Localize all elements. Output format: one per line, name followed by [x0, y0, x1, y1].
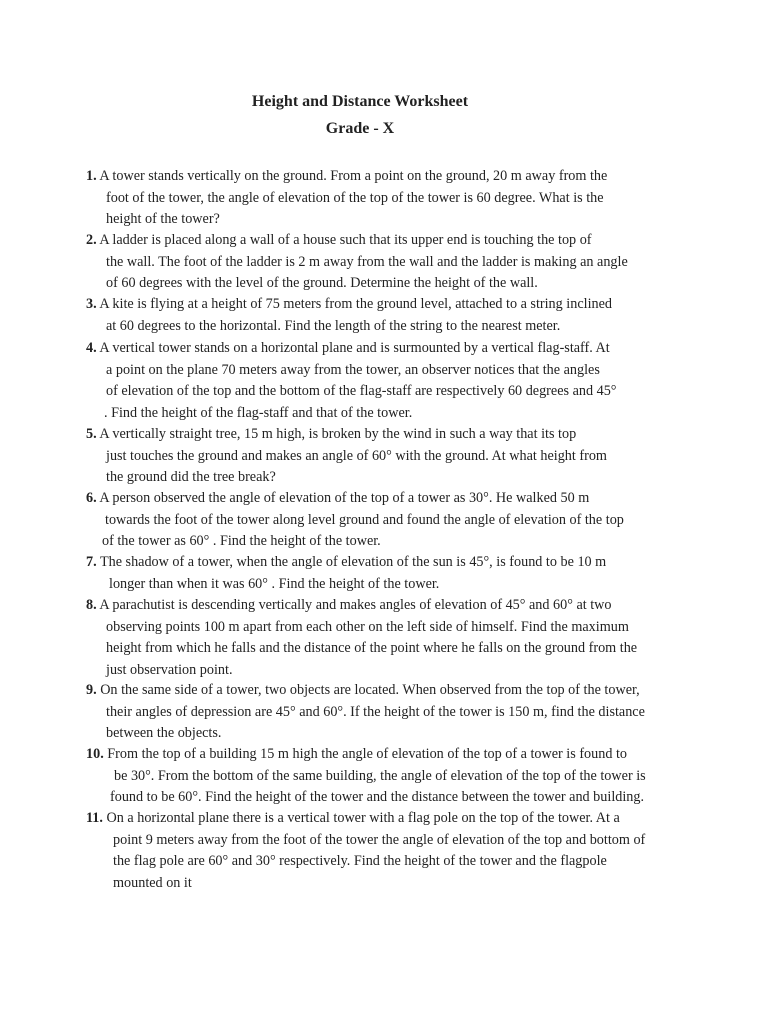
question-number: 10.: [86, 746, 104, 762]
question-line: the flag pole are 60° and 30° respectively. Find the height of the tower and the flagpole: [113, 853, 607, 869]
question-line: 8. A parachutist is descending vertically and makes angles of elevation of 45° and 60° at two: [86, 597, 612, 613]
question-line: a point on the plane 70 meters away from the tower, an observer notices that the angles: [106, 361, 600, 378]
question-line: height of the tower?: [106, 211, 220, 227]
question-line: mounted on it: [113, 874, 192, 891]
question-line: between the objects.: [106, 725, 222, 741]
question-line: point 9 meters away from the foot of the tower the angle of elevation of the top and bottom of: [113, 831, 646, 848]
question-number: 11.: [86, 810, 103, 826]
question-line: of the tower as 60° . Find the height of the tower.: [102, 533, 381, 549]
question-11: [86, 808, 686, 894]
question-line: their angles of depression are 45° and 60°. If the height of the tower is 150 m, find the distance: [106, 703, 645, 720]
question-line: 6. A person observed the angle of elevation of the top of a tower as 30°. He walked 50 m: [86, 490, 590, 506]
grade-label: Grade - X: [325, 120, 395, 137]
question-9: [86, 680, 686, 745]
question-line: . Find the height of the flag-staff and that of the tower.: [104, 404, 413, 421]
question-7: [86, 552, 686, 595]
question-number: 3.: [86, 296, 97, 312]
question-line: the wall. The foot of the ladder is 2 m away from the wall and the ladder is making an angle: [106, 253, 628, 270]
question-number: 5.: [86, 426, 97, 442]
question-line: 7. The shadow of a tower, when the angle of elevation of the sun is 45°, is found to be 10 m: [86, 554, 607, 570]
question-number: 4.: [86, 340, 97, 356]
question-line: observing points 100 m apart from each other on the left side of himself. Find the maximum: [106, 618, 629, 635]
question-line: longer than when it was 60° . Find the height of the tower.: [109, 575, 440, 592]
question-line: foot of the tower, the angle of elevation of the top of the tower is 60 degree. What is the: [106, 189, 604, 206]
question-line: 3. A kite is flying at a height of 75 meters from the ground level, attached to a string inclined: [86, 296, 612, 312]
question-line: just touches the ground and makes an angle of 60° with the ground. At what height from: [106, 447, 607, 464]
question-number: 2.: [86, 232, 97, 248]
question-line: found to be 60°. Find the height of the tower and the distance between the tower and building.: [110, 789, 645, 805]
question-line: 5. A vertically straight tree, 15 m high, is broken by the wind in such a way that its top: [86, 426, 577, 442]
question-line: be 30°. From the bottom of the same building, the angle of elevation of the top of the tower is: [114, 767, 646, 784]
question-number: 8.: [86, 597, 97, 613]
question-line: 11. On a horizontal plane there is a vertical tower with a flag pole on the top of the tower. At a: [86, 810, 620, 826]
question-4: [86, 338, 686, 424]
question-line: at 60 degrees to the horizontal. Find the length of the string to the nearest meter.: [106, 317, 561, 334]
question-10: [86, 744, 686, 809]
question-1: [86, 166, 686, 231]
question-line: 10. From the top of a building 15 m high the angle of elevation of the top of a tower is found to: [86, 746, 627, 762]
question-line: towards the foot of the tower along level ground and found the angle of elevation of the top: [105, 511, 624, 528]
question-5: [86, 424, 686, 489]
worksheet-title: Height and Distance Worksheet: [251, 93, 469, 110]
question-line: just observation point.: [106, 661, 233, 678]
question-number: 6.: [86, 490, 97, 506]
question-line: 2. A ladder is placed along a wall of a house such that its upper end is touching the top of: [86, 232, 592, 248]
question-line: the ground did the tree break?: [106, 469, 276, 485]
question-8: [86, 595, 686, 681]
question-number: 7.: [86, 554, 97, 570]
question-line: 4. A vertical tower stands on a horizontal plane and is surmounted by a vertical flag-staff. At: [86, 340, 610, 356]
question-number: 1.: [86, 168, 97, 184]
question-number: 9.: [86, 682, 97, 698]
question-2: [86, 230, 686, 295]
question-line: of 60 degrees with the level of the ground. Determine the height of the wall.: [106, 275, 538, 291]
question-3: [86, 294, 686, 337]
question-line: of elevation of the top and the bottom of the flag-staff are respectively 60 degrees and 45°: [106, 383, 617, 399]
question-6: [86, 488, 686, 553]
question-line: height from which he falls and the distance of the point where he falls on the ground from the: [106, 640, 638, 656]
question-line: 1. A tower stands vertically on the ground. From a point on the ground, 20 m away from the: [86, 168, 608, 184]
question-line: 9. On the same side of a tower, two objects are located. When observed from the top of the tower,: [86, 682, 640, 698]
